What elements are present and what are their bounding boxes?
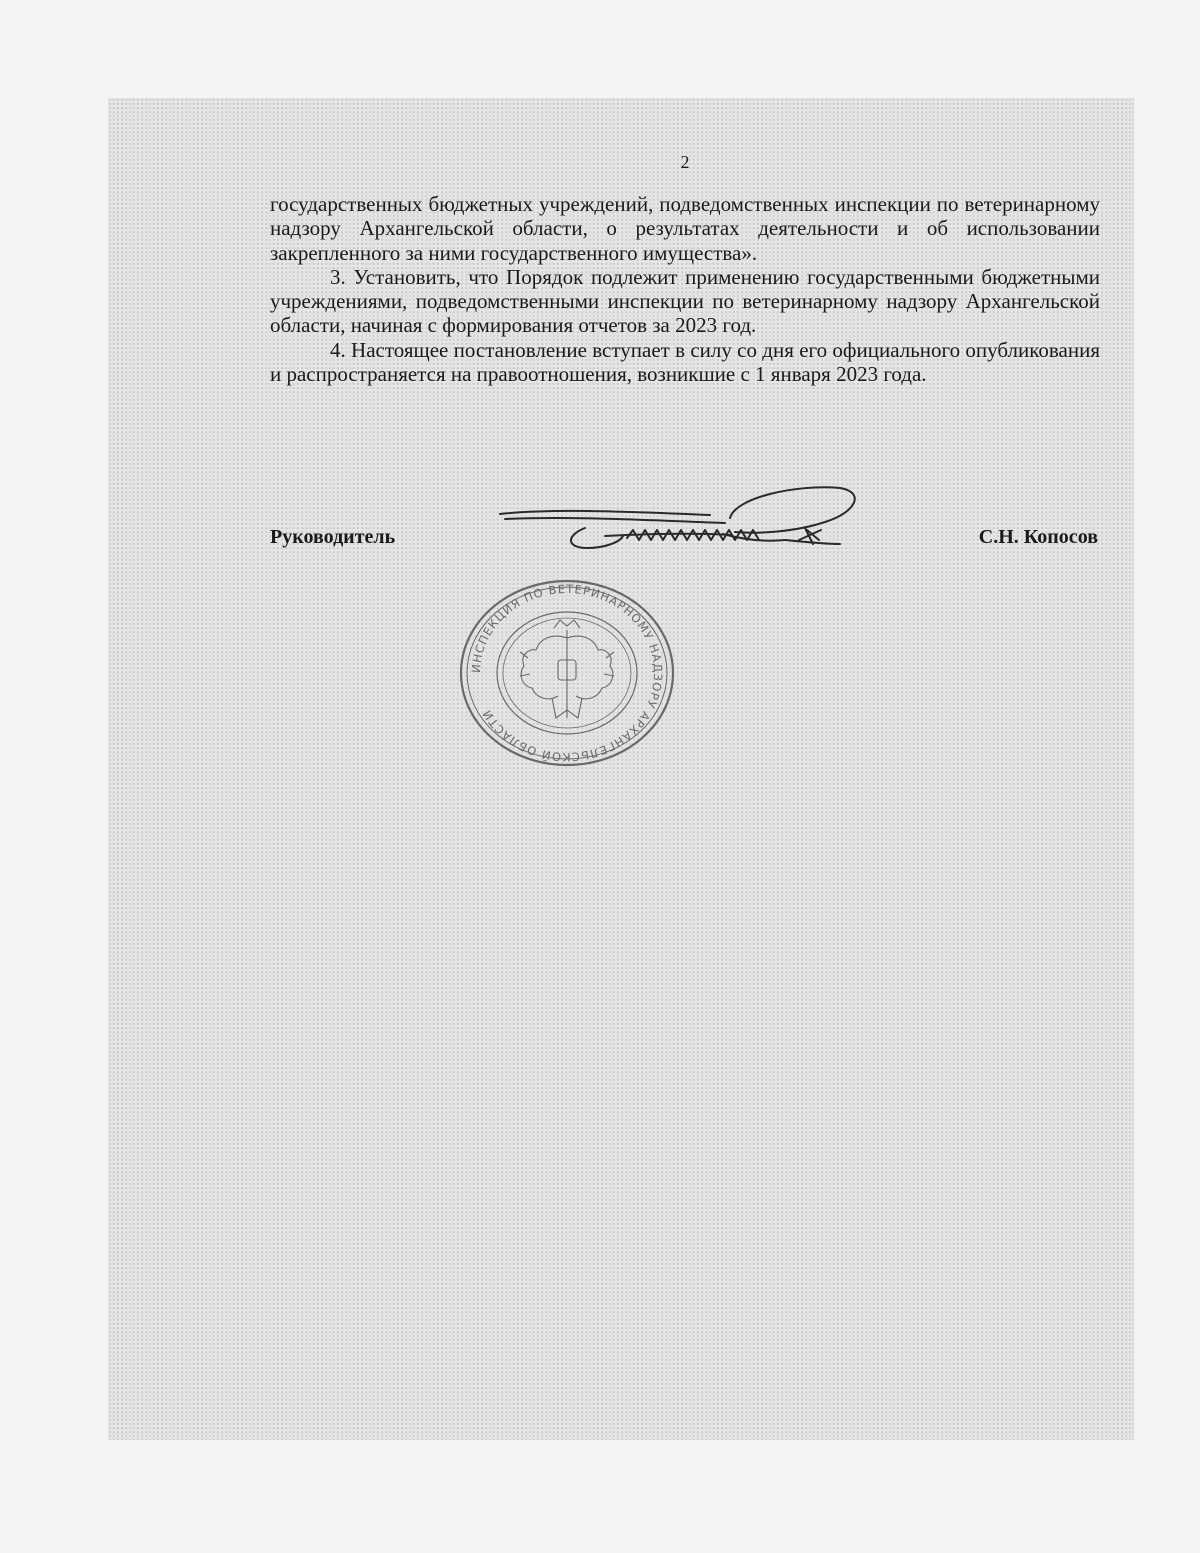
position-title: Руководитель [270,526,396,548]
page-number: 2 [680,152,690,172]
official-seal-icon [458,578,676,768]
paragraph-continued: государственных бюджетных учреждений, подведомственных инспекции по ветеринарному надзору Архангельской области, о результатах деятельности и об использовании закрепленного за ними государственного имущества». [270,192,1100,265]
seal-outer-text: ИНСПЕКЦИЯ ПО ВЕТЕРИНАРНОМУ НАДЗОРУ АРХАНГЕЛЬСКОЙ ОБЛАСТИ [468,581,666,765]
handwritten-signature-icon [495,478,865,568]
paragraph-4: 4. Настоящее постановление вступает в силу со дня его официального опубликования и распространяется на правоотношения, возникшие с 1 января 2023 года. [270,337,1100,387]
document-body [270,192,1100,386]
signer-name: С.Н. Копосов [978,526,1098,548]
paragraph-3: 3. Установить, что Порядок подлежит применению государственными бюджетными учреждениями, подведомственными инспекции по ветеринарному надзору Архангельской области, начиная с формирования отчетов за 2023 год. [270,264,1100,338]
